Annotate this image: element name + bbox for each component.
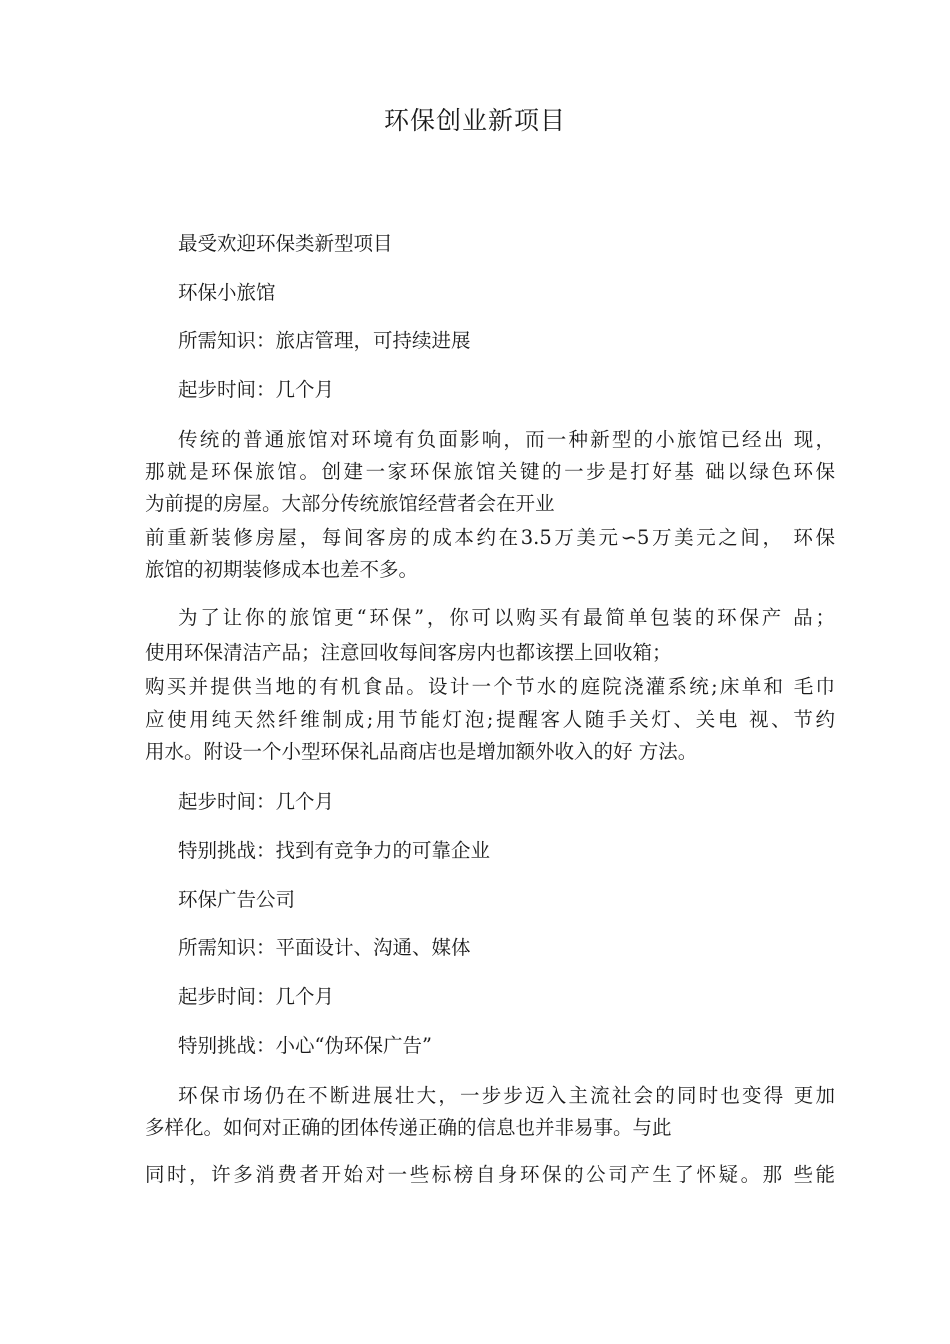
paragraph-line: 传统的普通旅馆对环境有负面影响，而一种新型的小旅馆已经出 现， [178,428,835,451]
paragraph-line: 为前提的房屋。大部分传统旅馆经营者会在开业 [145,492,555,515]
special-challenge: 特别挑战：找到有竞争力的可靠企业 [178,839,491,862]
paragraph-line: 使用环保清洁产品；注意回收每间客房内也都该摆上回收箱； [145,641,672,664]
paragraph-line: 为了让你的旅馆更“环保”，你可以购买有最简单包装的环保产 品； [178,606,835,629]
required-knowledge: 所需知识：旅店管理，可持续进展 [178,329,471,352]
document-title: 环保创业新项目 [383,106,566,135]
start-time: 起步时间：几个月 [178,378,335,401]
paragraph-line: 那就是环保旅馆。创建一家环保旅馆关键的一步是打好基 础以绿色环保 [145,460,835,483]
paragraph-line: 购买并提供当地的有机食品。设计一个节水的庭院浇灌系统;床单和 毛巾 [145,675,835,698]
paragraph-line: 前重新装修房屋，每间客房的成本约在3.5万美元∽5万美元之间， 环保 [145,526,835,549]
special-challenge: 特别挑战：小心“伪环保广告” [178,1034,432,1057]
required-knowledge: 所需知识：平面设计、沟通、媒体 [178,936,471,959]
start-time: 起步时间：几个月 [178,790,335,813]
paragraph-line: 用水。附设一个小型环保礼品商店也是增加额外收入的好 方法。 [145,740,698,763]
project-name: 环保小旅馆 [178,281,276,304]
paragraph-line: 应使用纯天然纤维制成;用节能灯泡;提醒客人随手关灯、关电 视、节约 [145,708,835,731]
project-name: 环保广告公司 [178,888,296,911]
start-time: 起步时间：几个月 [178,985,335,1008]
paragraph-line: 旅馆的初期装修成本也差不多。 [145,558,419,581]
paragraph-line: 环保市场仍在不断进展壮大，一步步迈入主流社会的同时也变得 更加 [178,1084,835,1107]
section-heading: 最受欢迎环保类新型项目 [178,232,393,255]
paragraph-line: 同时，许多消费者开始对一些标榜自身环保的公司产生了怀疑。那 些能 [145,1163,835,1186]
paragraph-line: 多样化。如何对正确的团体传递正确的信息也并非易事。与此 [145,1116,672,1139]
